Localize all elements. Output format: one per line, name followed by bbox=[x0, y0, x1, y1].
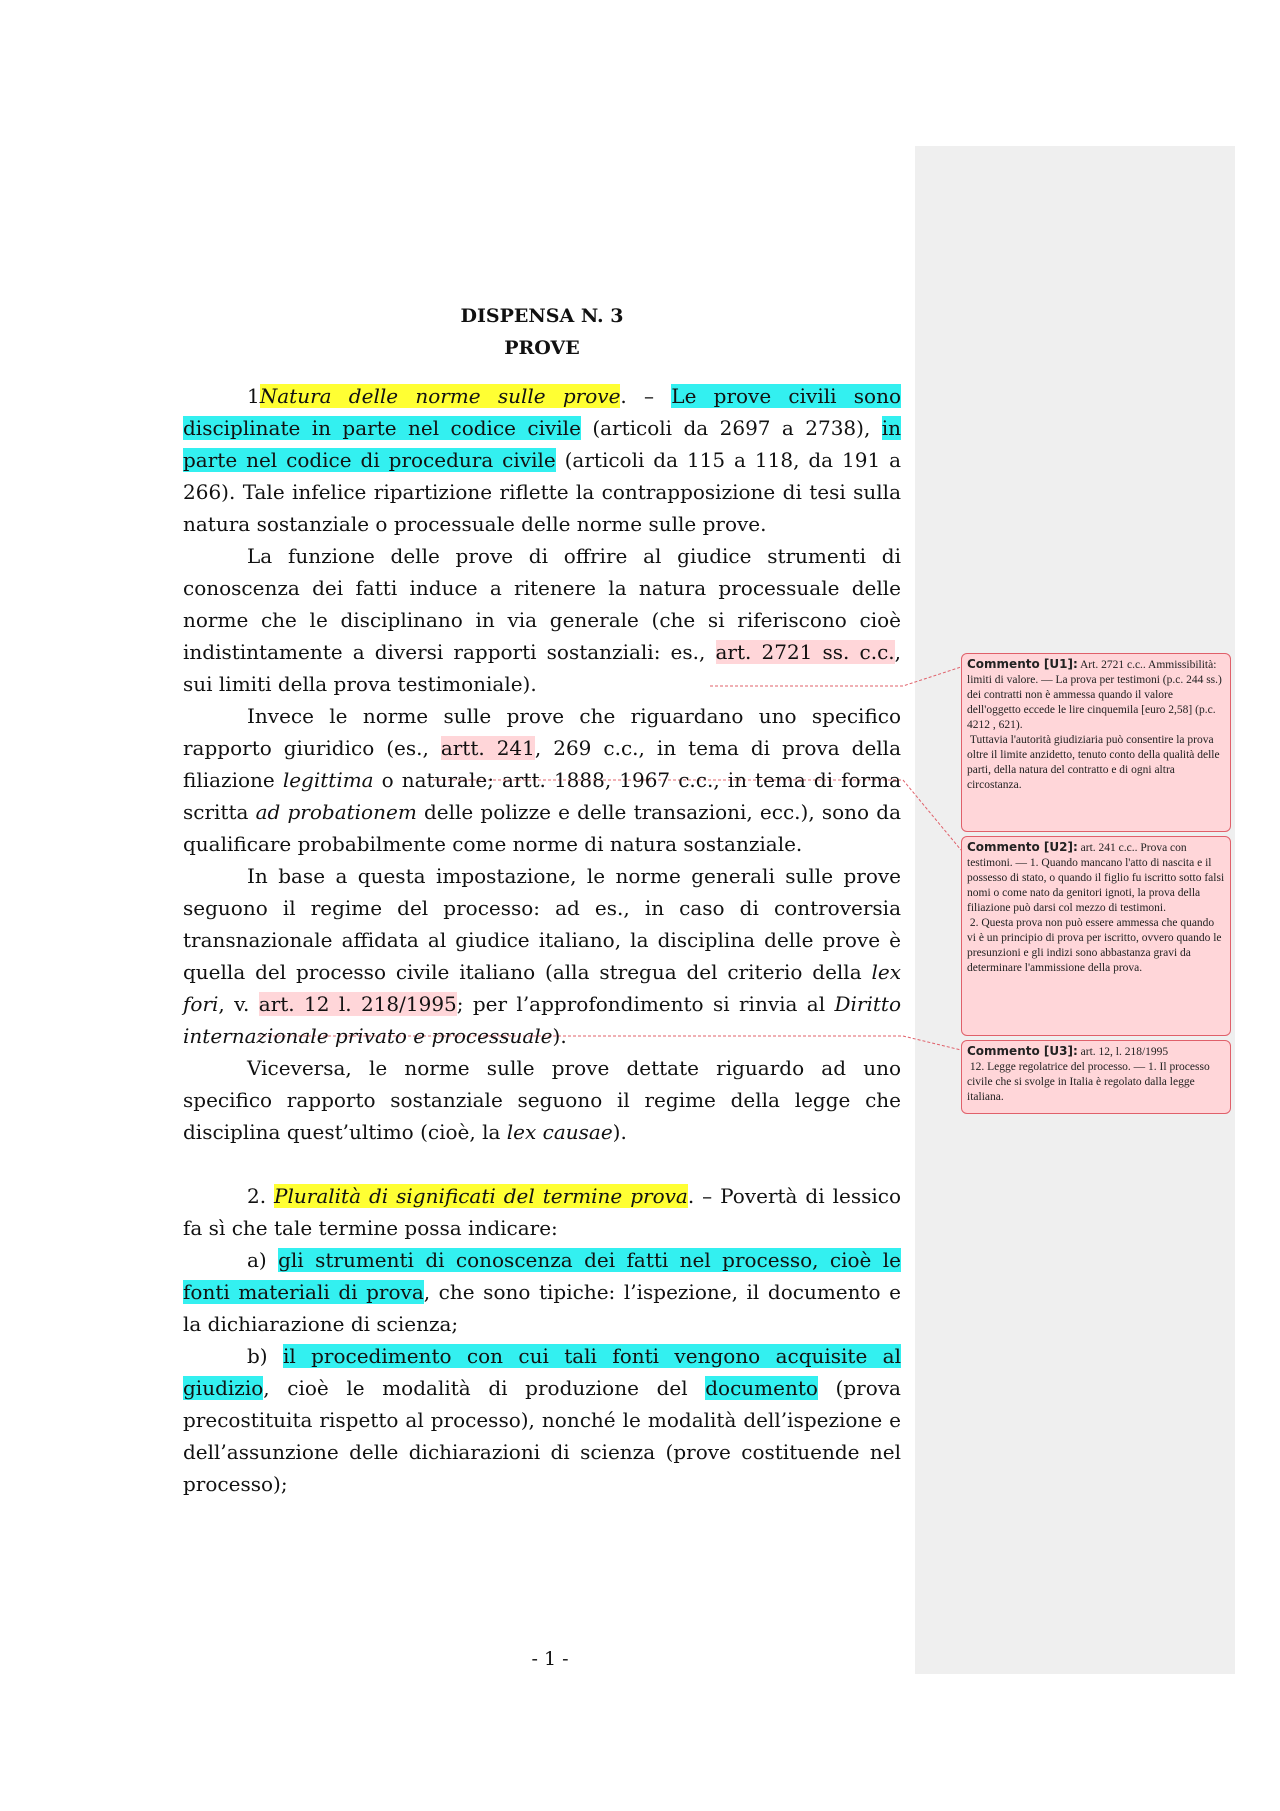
comment-text: Art. 2721 c.c.. Ammissibilità: limiti di valore. — La prova per testimoni (p.c. 244 ss.) dei contratti non è ammessa quando il valore dell'oggetto eccede le lire cinquemila [euro 2,58] (p.c. 4212 , 621). bbox=[967, 659, 1222, 731]
section-heading: Natura delle norme sulle prove bbox=[259, 384, 621, 408]
comment-text: 2. Questa prova non può essere ammessa che quando vi è un principio di prova per iscritto, ovvero quando le presunzioni e gli indizi sono abbastanza gravi da determinare l'ammissione della prova. bbox=[967, 917, 1222, 974]
document-body bbox=[183, 300, 901, 1500]
paragraph-s1-p3: Invece le norme sulle prove che riguardano uno specifico rapporto giuridico (es., artt. 241, 269 c.c., in tema di prova della filiazione legittima o naturale; artt. 1888, 1967 c.c., in tema di forma scritta ad probationem delle polizze e delle transazioni, ecc.), sono da qualificare probabilmente come norme di natura sostanziale. bbox=[183, 704, 902, 856]
paragraph-s2-intro: 2. Pluralità di significati del termine prova. – Povertà di lessico fa sì che tale termine possa indicare: bbox=[183, 1184, 901, 1240]
comment-label: Commento [U2]: bbox=[967, 840, 1078, 854]
paragraph-s1-p5: Viceversa, le norme sulle prove dettate riguardo ad uno specifico rapporto sostanziale seguono il regime della legge che disciplina quest’ultimo (cioè, la lex causae). bbox=[183, 1056, 901, 1144]
comment-u3[interactable] bbox=[961, 1040, 1231, 1114]
highlight: documento bbox=[705, 1376, 818, 1400]
paragraph-s1-p2: La funzione delle prove di offrire al giudice strumenti di conoscenza dei fatti induce a ritenere la natura processuale delle norme che le disciplinano in via generale (che si riferiscono cioè indistintamente a diversi rapporti sostanziali: es., art. 2721 ss. c.c., sui limiti della prova testimoniale). bbox=[183, 544, 901, 696]
comment-text: art. 12, l. 218/1995 bbox=[1077, 1046, 1169, 1058]
comment-anchor-u2[interactable]: artt. 241 bbox=[440, 736, 535, 760]
paragraph-s1-p1: 1Natura delle norme sulle prove. – Le prove civili sono disciplinate in parte nel codice civile (articoli da 2697 a 2738), in parte nel codice di procedura civile (articoli da 115 a 118, da 191 a 266). Tale infelice ripartizione riflette la contrapposizione di tesi sulla natura sostanziale o processuale delle norme sulle prove. bbox=[183, 384, 902, 536]
list-item-b: b) il procedimento con cui tali fonti vengono acquisite al giudizio, cioè le modalità di produzione del documento (prova precostituita rispetto al processo), nonché le modalità dell’ispezione e dell’assunzione delle dichiarazioni di scienza (prove costituende nel processo); bbox=[183, 1344, 901, 1496]
highlight: in parte nel codice di procedura civile bbox=[183, 416, 901, 472]
comment-label: Commento [U1]: bbox=[967, 657, 1078, 671]
comment-text: 12. Legge regolatrice del processo. — 1. Il processo civile che si svolge in Italia è regolato dalla legge italiana. bbox=[967, 1061, 1210, 1103]
paragraph-s1-p4: In base a questa impostazione, le norme generali sulle prove seguono il regime del processo: ad es., in caso di controversia transnazionale affidata al giudice italiano, la disciplina delle prove è quella del processo civile italiano (alla stregua del criterio della lex fori, v. art. 12 l. 218/1995; per l’approfondimento si rinvia al Diritto internazionale privato e processuale). bbox=[183, 864, 902, 1048]
section-number: 2. bbox=[247, 1184, 275, 1208]
comment-label: Commento [U3]: bbox=[967, 1044, 1078, 1058]
section-number: 1 bbox=[247, 384, 260, 408]
list-item-a: a) gli strumenti di conoscenza dei fatti nel processo, cioè le fonti materiali di prova, che sono tipiche: l’ispezione, il documento e la dichiarazione di scienza; bbox=[183, 1248, 901, 1336]
comment-text: art. 241 c.c.. Prova con testimoni. — 1. Quando mancano l'atto di nascita e il possesso di stato, o quando il figlio fu iscritto sotto falsi nomi o come nato da genitori ignoti, la prova della filiazione può darsi col mezzo di testimoni. bbox=[967, 842, 1225, 914]
highlight: Le prove civili sono disciplinate in parte nel codice civile bbox=[183, 384, 901, 440]
page-number: - 1 - bbox=[531, 1648, 569, 1670]
highlight: gli strumenti di conoscenza dei fatti nel processo, cioè le fonti materiali di prova bbox=[183, 1248, 901, 1304]
comment-u2[interactable] bbox=[961, 836, 1231, 1036]
highlight: il procedimento con cui tali fonti vengono acquisite al giudizio bbox=[183, 1344, 901, 1400]
section-heading: Pluralità di significati del termine prova bbox=[274, 1184, 688, 1208]
comment-anchor-u1[interactable]: art. 2721 ss. c.c. bbox=[715, 640, 895, 664]
document-subtitle: PROVE bbox=[504, 337, 580, 359]
comment-u1[interactable] bbox=[961, 653, 1231, 832]
document-title: DISPENSA N. 3 bbox=[460, 305, 624, 327]
comment-anchor-u3[interactable]: art. 12 l. 218/1995 bbox=[258, 992, 457, 1016]
comment-text: Tuttavia l'autorità giudiziaria può consentire la prova oltre il limite anzidetto, tenuto conto della qualità delle parti, della natura del contratto e di ogni altra circostanza. bbox=[967, 734, 1220, 791]
